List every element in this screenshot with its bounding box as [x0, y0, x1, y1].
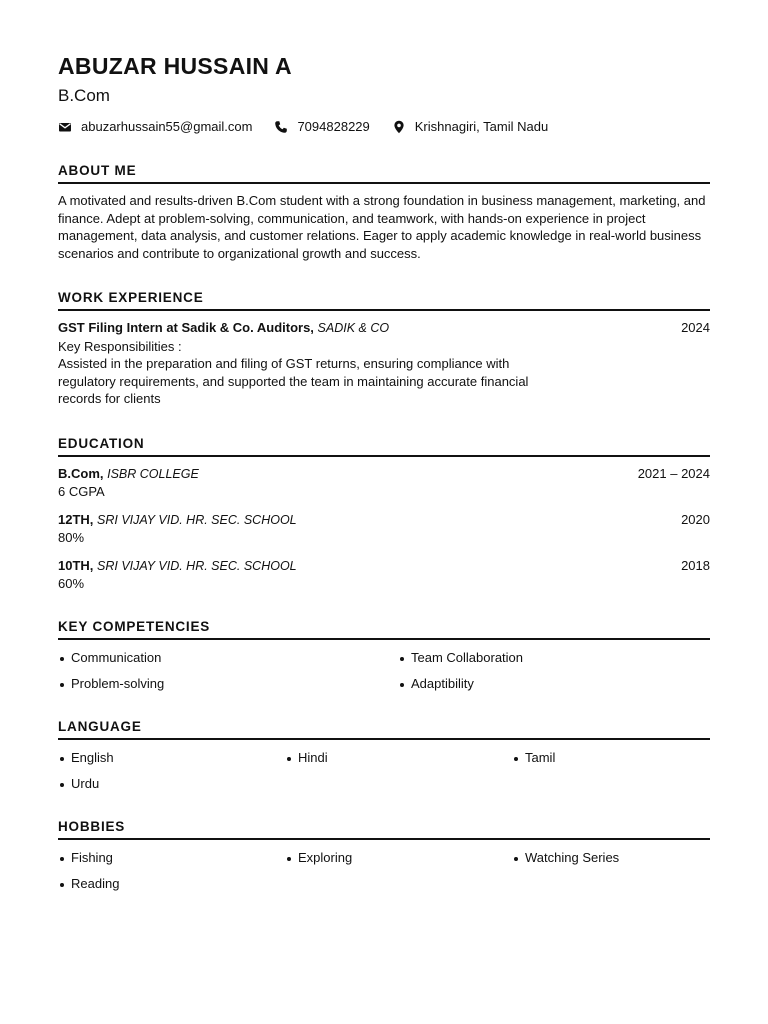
resume-header — [58, 52, 710, 135]
education-result: 6 CGPA — [58, 484, 105, 499]
contact-email[interactable] — [58, 119, 252, 135]
education-degree: 12TH, — [58, 511, 94, 527]
work-experience-section — [58, 290, 710, 408]
education-date: 2021 – 2024 — [637, 465, 710, 481]
hobbies-section — [58, 819, 710, 893]
location-pin-icon — [392, 120, 406, 134]
education-entry — [58, 511, 710, 547]
bullet-icon — [60, 757, 64, 761]
candidate-degree: B.Com — [58, 86, 110, 105]
education-date: 2018 — [681, 557, 710, 573]
work-date: 2024 — [681, 320, 710, 335]
bullet-icon — [60, 883, 64, 887]
education-school: ISBR COLLEGE — [107, 466, 199, 481]
phone-text: 7094828229 — [297, 119, 370, 134]
competency-item: Adaptibility — [398, 675, 706, 693]
contact-location — [392, 119, 548, 135]
competency-item: Problem-solving — [58, 675, 398, 693]
hobby-item: Fishing — [58, 849, 285, 867]
bullet-icon — [287, 757, 291, 761]
work-entry — [58, 319, 710, 408]
work-role: GST Filing Intern at Sadik & Co. Auditors, — [58, 320, 314, 335]
contact-phone[interactable] — [274, 119, 369, 135]
hobby-item: Watching Series — [512, 849, 706, 867]
bullet-icon — [60, 857, 64, 861]
education-school: SRI VIJAY VID. HR. SEC. SCHOOL — [97, 558, 297, 573]
bullet-icon — [514, 757, 518, 761]
language-item: English — [58, 749, 285, 767]
language-item: Urdu — [58, 775, 285, 793]
work-responsibilities-label: Key Responsibilities : — [58, 338, 182, 354]
education-entry — [58, 465, 710, 501]
competency-item: Communication — [58, 649, 398, 667]
language-section — [58, 719, 710, 793]
education-entry — [58, 557, 710, 593]
education-result: 60% — [58, 576, 85, 591]
competencies-section — [58, 619, 710, 693]
education-date: 2020 — [681, 511, 710, 527]
bullet-icon — [400, 683, 404, 687]
language-item: Tamil — [512, 749, 706, 767]
education-degree: B.Com, — [58, 465, 104, 481]
section-title-hobbies: HOBBIES — [58, 819, 710, 840]
section-title-competencies: KEY COMPETENCIES — [58, 619, 710, 640]
education-school: SRI VIJAY VID. HR. SEC. SCHOOL — [97, 512, 297, 527]
education-degree: 10TH, — [58, 557, 94, 573]
phone-icon — [274, 120, 288, 134]
bullet-icon — [400, 657, 404, 661]
candidate-name: ABUZAR HUSSAIN A — [58, 53, 292, 79]
about-section — [58, 163, 710, 262]
work-description: Assisted in the preparation and filing of GST returns, ensuring compliance with regulatory requirements, and supported the team in maintaining accurate financial records for clients — [58, 356, 529, 406]
competency-item: Team Collaboration — [398, 649, 706, 667]
bullet-icon — [60, 683, 64, 687]
contact-row — [58, 119, 710, 135]
section-title-language: LANGUAGE — [58, 719, 710, 740]
location-text: Krishnagiri, Tamil Nadu — [414, 119, 549, 134]
section-title-about: ABOUT ME — [58, 163, 710, 184]
hobby-item: Exploring — [285, 849, 512, 867]
section-title-education: EDUCATION — [58, 436, 710, 457]
education-section — [58, 436, 710, 593]
work-org: SADIK & CO — [317, 321, 390, 335]
section-title-work: WORK EXPERIENCE — [58, 290, 710, 311]
bullet-icon — [60, 657, 64, 661]
bullet-icon — [60, 783, 64, 787]
bullet-icon — [287, 857, 291, 861]
education-result: 80% — [58, 530, 85, 545]
language-item: Hindi — [285, 749, 512, 767]
hobby-item: Reading — [58, 875, 285, 893]
bullet-icon — [514, 857, 518, 861]
email-text: abuzarhussain55@gmail.com — [81, 119, 253, 134]
about-text: A motivated and results-driven B.Com student with a strong foundation in business management, marketing, and finance. Adept at problem-solving, communication, and teamwork, with hands-on experience in project management, data analysis, and customer relations. Eager to apply academic knowledge in real-world business scenarios and contribute to organizational growth and success. — [58, 193, 706, 261]
envelope-icon — [58, 120, 72, 134]
